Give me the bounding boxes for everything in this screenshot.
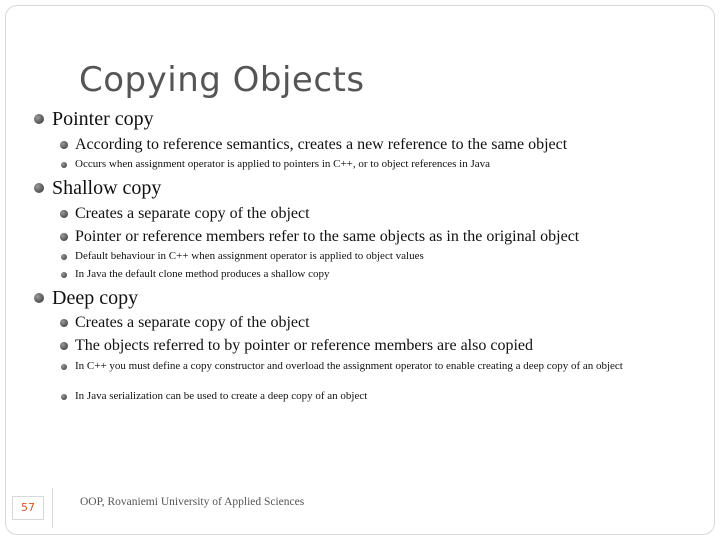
bullet-icon xyxy=(61,272,67,278)
list-item: Occurs when assignment operator is applied to pointers in C++, or to object references in Java xyxy=(75,158,491,170)
list-item: Creates a separate copy of the object xyxy=(75,314,310,331)
list-item: Default behaviour in C++ when assignment operator is applied to object values xyxy=(75,250,424,262)
list-item: In C++ you must define a copy constructor and overload the assignment operator to enable creating a deep copy of an object xyxy=(75,360,623,372)
bullet-icon xyxy=(34,114,44,124)
section-heading-deep-copy: Deep copy xyxy=(52,287,139,309)
section-heading-pointer-copy: Pointer copy xyxy=(52,108,154,130)
list-item: According to reference semantics, creates a new reference to the same object xyxy=(75,136,568,153)
bullet-icon xyxy=(60,319,68,327)
page-number: 57 xyxy=(12,496,44,520)
bullet-icon xyxy=(60,141,68,149)
bullet-icon xyxy=(60,210,68,218)
list-item: The objects referred to by pointer or reference members are also copied xyxy=(75,337,533,354)
bullet-icon xyxy=(61,394,67,400)
list-item: In Java serialization can be used to create a deep copy of an object xyxy=(75,390,368,402)
list-item: In Java the default clone method produces a shallow copy xyxy=(75,268,330,280)
slide-title: Copying Objects xyxy=(79,60,365,100)
bullet-icon xyxy=(60,233,68,241)
bullet-icon xyxy=(60,342,68,350)
bullet-icon xyxy=(61,254,67,260)
bullet-icon xyxy=(61,364,67,370)
bullet-icon xyxy=(61,162,67,168)
bullet-icon xyxy=(34,183,44,193)
section-heading-shallow-copy: Shallow copy xyxy=(52,177,162,199)
list-item: Pointer or reference members refer to the same objects as in the original object xyxy=(75,228,580,245)
footer-text: OOP, Rovaniemi University of Applied Sciences xyxy=(80,496,305,508)
bullet-icon xyxy=(34,293,44,303)
list-item: Creates a separate copy of the object xyxy=(75,205,310,222)
